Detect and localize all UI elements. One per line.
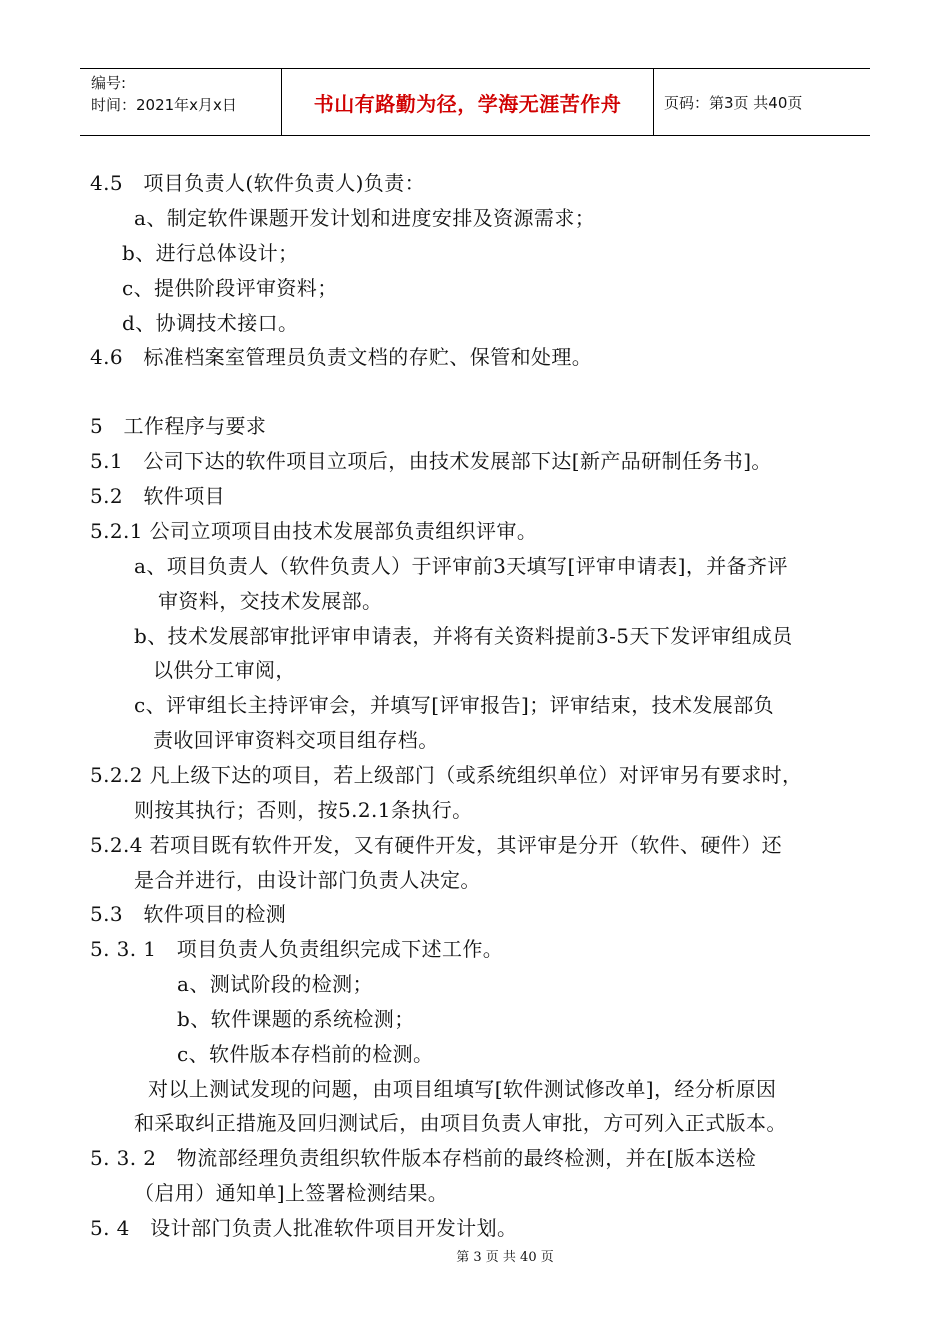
line-5-4: 5. 4 设计部门负责人批准软件项目开发计划。 (90, 1216, 518, 1240)
line-4-5-b: b、进行总体设计； (122, 241, 299, 265)
line-5-2-1-a-cont: 审资料，交技术发展部。 (158, 589, 383, 613)
line-5-2-1-b-cont: 以供分工审阅， (153, 658, 296, 682)
line-5-2-4-cont: 是合并进行，由设计部门负责人决定。 (134, 868, 481, 892)
header-page-info: 页码：第3页 共40页 (664, 93, 803, 112)
header-motto: 书山有路勤为径，学海无涯苦作舟 (313, 91, 622, 116)
header-date: 时间：2021年x月x日 (91, 96, 237, 114)
header-number: 编号: (91, 74, 127, 92)
line-5-3-1: 5. 3. 1 项目负责人负责组织完成下述工作。 (90, 937, 504, 961)
line-5-2: 5.2 软件项目 (90, 484, 226, 508)
line-5-3-1-c: c、软件版本存档前的检测。 (177, 1042, 434, 1066)
line-5-3-1-note-cont: 和采取纠正措施及回归测试后，由项目负责人审批，方可列入正式版本。 (134, 1111, 787, 1135)
line-5-3-2: 5. 3. 2 物流部经理负责组织软件版本存档前的最终检测，并在[版本送检 (90, 1146, 757, 1170)
line-5-2-4: 5.2.4 若项目既有软件开发，又有硬件开发，其评审是分开（软件、硬件）还 (90, 833, 783, 857)
line-5-2-1-c: c、评审组长主持评审会，并填写[评审报告]；评审结束，技术发展部负 (134, 693, 775, 717)
page-header (80, 68, 870, 136)
line-4-5-c: c、提供阶段评审资料； (122, 276, 338, 300)
line-5-heading: 5 工作程序与要求 (90, 414, 267, 438)
line-5-3-2-cont: （启用）通知单]上签署检测结果。 (134, 1181, 449, 1205)
line-5-2-1-c-cont: 责收回评审资料交项目组存档。 (153, 728, 439, 752)
line-5-2-2: 5.2.2 凡上级下达的项目，若上级部门（或系统组织单位）对评审另有要求时， (90, 763, 803, 787)
line-5-2-2-cont: 则按其执行；否则，按5.2.1条执行。 (134, 798, 473, 822)
line-5-2-1-a: a、项目负责人（软件负责人）于评审前3天填写[评审申请表]，并备齐评 (134, 554, 788, 578)
line-4-6: 4.6 标准档案室管理员负责文档的存贮、保管和处理。 (90, 345, 593, 369)
page-footer: 第 3 页 共 40 页 (456, 1250, 554, 1265)
line-5-3-1-note: 对以上测试发现的问题，由项目组填写[软件测试修改单]，经分析原因 (148, 1077, 777, 1101)
line-5-1: 5.1 公司下达的软件项目立项后，由技术发展部下达[新产品研制任务书]。 (90, 449, 772, 473)
header-motto-cell (282, 69, 654, 135)
line-4-5-d: d、协调技术接口。 (122, 311, 299, 335)
line-5-3: 5.3 软件项目的检测 (90, 902, 287, 926)
header-meta (80, 69, 282, 135)
line-5-2-1-b: b、技术发展部审批评审申请表，并将有关资料提前3-5天下发评审组成员 (134, 624, 793, 648)
line-4-5: 4.5 项目负责人(软件负责人)负责： (90, 171, 426, 195)
line-5-2-1: 5.2.1 公司立项项目由技术发展部负责组织评审。 (90, 519, 538, 543)
line-5-3-1-b: b、软件课题的系统检测； (177, 1007, 415, 1031)
line-5-3-1-a: a、测试阶段的检测； (177, 972, 373, 996)
line-4-5-a: a、制定软件课题开发计划和进度安排及资源需求； (134, 206, 596, 230)
